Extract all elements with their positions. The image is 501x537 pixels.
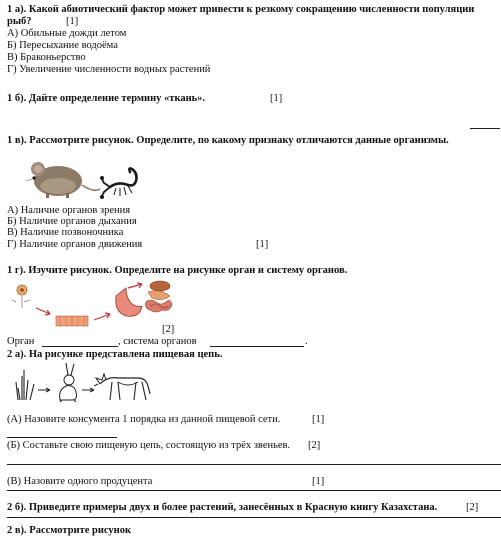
- q1v-mark: [1]: [256, 239, 269, 250]
- arrow-icon: [38, 388, 50, 392]
- arrow-icon: [36, 308, 50, 315]
- digestive-system-icon: [146, 281, 173, 312]
- q1b-title: 1 б). Дайте определение термину «ткань».: [7, 93, 206, 104]
- mouse-icon: [22, 155, 102, 201]
- q1v-option-b: Б) Наличие органов дыхания: [7, 216, 137, 227]
- q1b-answer-line: [470, 128, 500, 129]
- cell-icon: [12, 285, 30, 308]
- arrow-icon: [82, 388, 94, 392]
- q2b-mark: [2]: [466, 502, 479, 513]
- q1v-title: 1 в). Рассмотрите рисунок. Определите, по какому признаку отличаются данные организмы.: [7, 135, 449, 146]
- q2a-sub-c-mark: [1]: [312, 476, 325, 487]
- q2a-sub-c: (В) Назовите одного продуцента: [7, 476, 153, 487]
- q1a-option-b: Б) Пересыхание водоёма: [7, 40, 118, 51]
- q1a-option-d: Г) Увеличение численности водных растений: [7, 64, 211, 75]
- q2a-title: 2 а). На рисунке представлена пищевая цепь.: [7, 349, 223, 360]
- q1b-mark: [1]: [270, 93, 283, 104]
- q2v-title: 2 в). Рассмотрите рисунок: [7, 525, 132, 536]
- arrow-icon: [128, 283, 142, 288]
- q1g-mark: [2]: [162, 324, 175, 335]
- q1g-end-dot: .: [305, 336, 308, 347]
- hare-icon: [60, 363, 77, 402]
- tissue-icon: [56, 316, 88, 326]
- system-answer-line: [210, 346, 304, 347]
- q1v-option-a: А) Наличие органов зрения: [7, 205, 131, 216]
- grass-icon: [16, 370, 34, 400]
- q2a-sub-b-answer-line: [7, 464, 501, 465]
- wolf-icon: [94, 374, 150, 400]
- q1a-option-c: В) Браконьерство: [7, 52, 86, 63]
- q2a-sub-a-mark: [1]: [312, 414, 325, 425]
- q2a-sub-c-answer-line: [7, 490, 501, 491]
- q2a-sub-a-answer-line: [7, 437, 117, 438]
- q2b-answer-line: [7, 517, 501, 518]
- food-chain-figure: [14, 360, 154, 404]
- q1v-option-c: В) Наличие позвоночника: [7, 227, 124, 238]
- organ-answer-line: [42, 346, 118, 347]
- q1a-option-a: А) Обильные дожди летом: [7, 28, 127, 39]
- q1g-organ-label: Орган: [7, 336, 35, 347]
- scorpion-icon: [100, 165, 144, 199]
- q1g-system-label: , система органов: [118, 336, 197, 347]
- q1v-option-d: Г) Наличие органов движения: [7, 239, 143, 250]
- organ-system-figure: [10, 278, 210, 334]
- q2a-sub-b: (Б) Составьте свою пищевую цепь, состоящую из трёх звеньев.: [7, 440, 291, 451]
- q2a-sub-a: (А) Назовите консумента 1 порядка из данной пищевой сети.: [7, 414, 281, 425]
- q1g-title: 1 г). Изучите рисунок. Определите на рисунке орган и систему органов.: [7, 265, 348, 276]
- q2a-sub-b-mark: [2]: [308, 440, 321, 451]
- q1a-title-line1: 1 а). Какой абиотический фактор может привести к резкому сокращению численности популяции: [7, 4, 475, 15]
- arrow-icon: [94, 313, 110, 320]
- q1a-title-line2: рыб?: [7, 16, 32, 27]
- q2b-title: 2 б). Приведите примеры двух и более растений, занесённых в Красную книгу Казахстана.: [7, 502, 438, 513]
- stomach-icon: [116, 288, 142, 316]
- q1a-mark: [1]: [66, 16, 79, 27]
